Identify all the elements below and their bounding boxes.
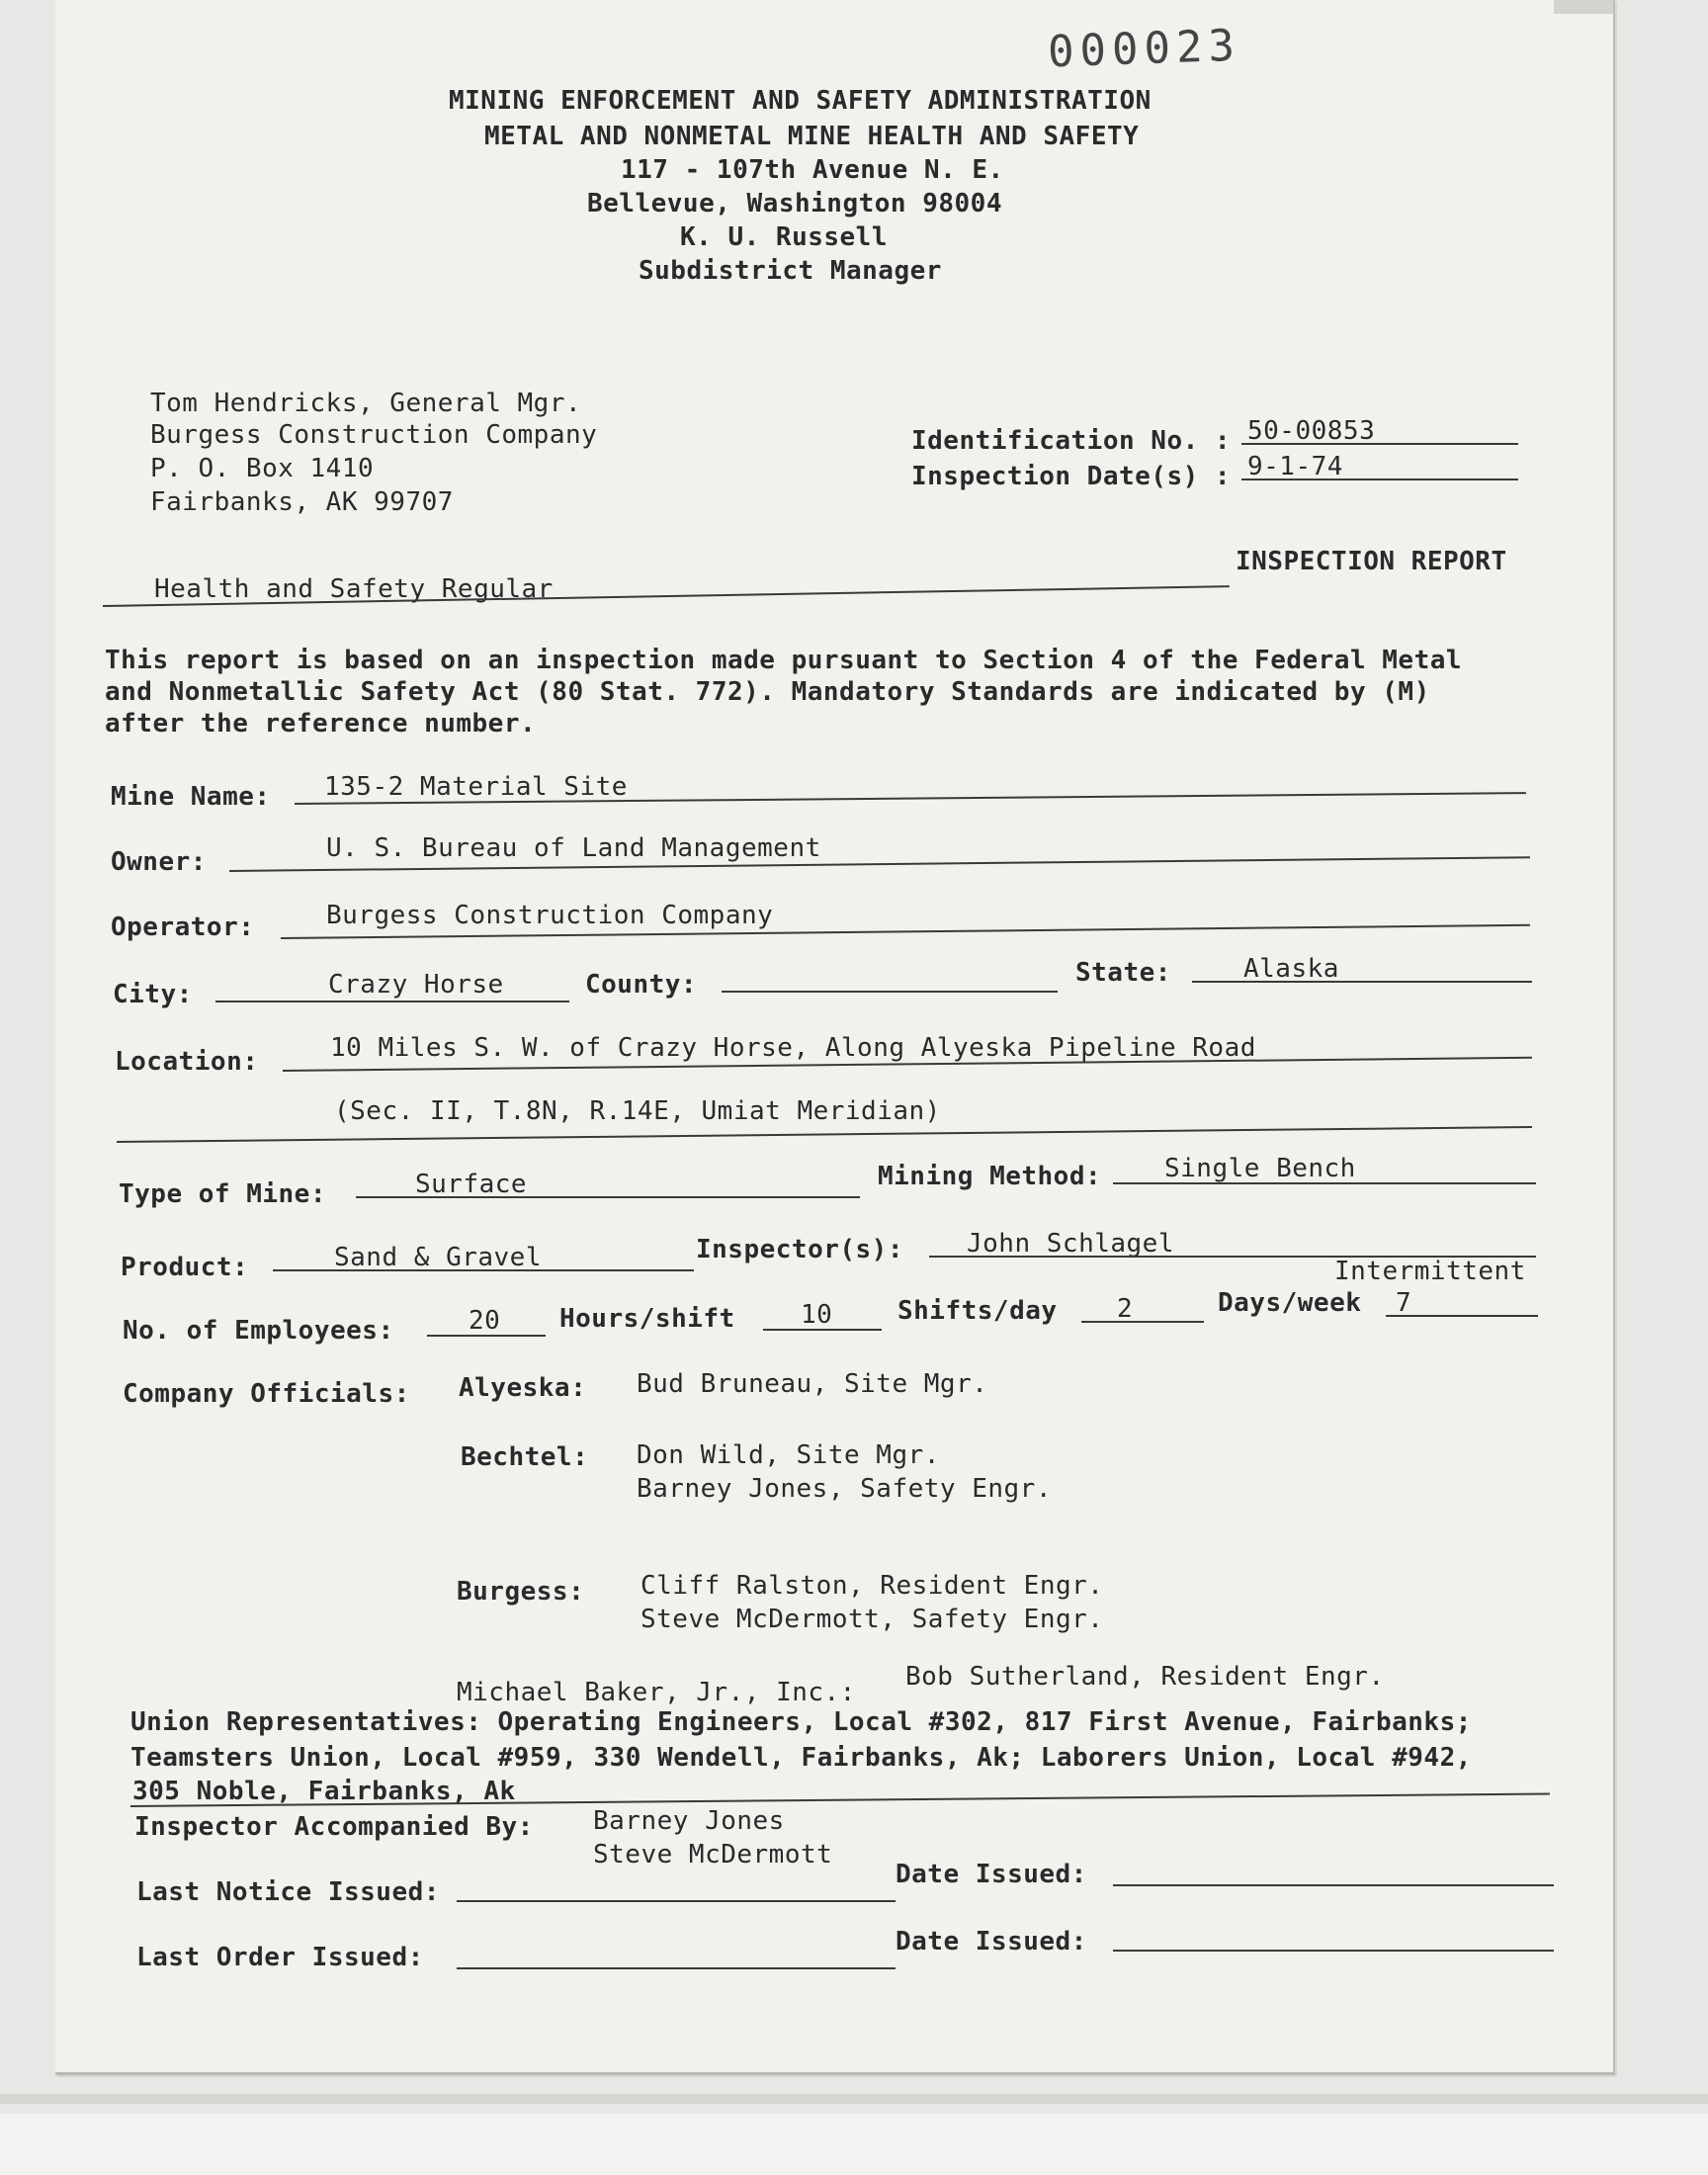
accompanied-person-1: Barney Jones [593, 1806, 785, 1836]
burgess-official-1: Cliff Ralston, Resident Engr. [640, 1571, 1104, 1601]
location-value-line-1: 10 Miles S. W. of Crazy Horse, Along Alyeska Pipeline Road [330, 1033, 1256, 1063]
city-value: Crazy Horse [328, 970, 504, 1000]
type-of-mine-underline [356, 1196, 860, 1198]
operator-label: Operator: [111, 913, 255, 942]
inspection-date-label: Inspection Date(s) : [911, 462, 1232, 491]
last-order-underline [457, 1967, 896, 1969]
header-line-4: Bellevue, Washington 98004 [587, 189, 1002, 218]
owner-value: U. S. Bureau of Land Management [326, 833, 821, 863]
scan-bottom-margin [0, 2114, 1708, 2175]
employees-label: No. of Employees: [123, 1316, 394, 1346]
inspector-label: Inspector(s): [696, 1235, 903, 1264]
header-line-1: MINING ENFORCEMENT AND SAFETY ADMINISTRATION [449, 86, 1152, 116]
bechtel-label: Bechtel: [461, 1442, 589, 1472]
bechtel-official-1: Don Wild, Site Mgr. [637, 1440, 940, 1470]
alyeska-official: Bud Bruneau, Site Mgr. [637, 1369, 988, 1399]
days-label: Days/week [1218, 1288, 1362, 1318]
state-underline [1192, 981, 1532, 983]
product-value: Sand & Gravel [334, 1243, 542, 1272]
officials-label: Company Officials: [123, 1379, 410, 1409]
days-value: 7 [1396, 1288, 1412, 1318]
page-number-stamp: 000023 [1047, 20, 1241, 78]
order-date-underline [1113, 1950, 1554, 1952]
intro-line-3: after the reference number. [105, 709, 537, 739]
addressee-line-1: Tom Hendricks, General Mgr. [150, 389, 582, 418]
baker-label: Michael Baker, Jr., Inc.: [457, 1678, 856, 1707]
burgess-official-2: Steve McDermott, Safety Engr. [640, 1605, 1104, 1634]
addressee-line-3: P. O. Box 1410 [150, 454, 375, 483]
inspection-date-underline [1241, 478, 1518, 480]
last-notice-underline [457, 1900, 896, 1902]
city-label: City: [113, 980, 193, 1009]
mining-method-label: Mining Method: [878, 1162, 1102, 1191]
type-of-mine-value: Surface [415, 1170, 528, 1199]
product-label: Product: [121, 1253, 249, 1282]
page-corner [1554, 0, 1613, 14]
identification-underline [1241, 443, 1518, 445]
mining-method-value: Single Bench [1164, 1154, 1356, 1183]
location-label: Location: [115, 1047, 259, 1077]
state-label: State: [1075, 958, 1171, 988]
hours-underline [763, 1329, 882, 1331]
last-order-label: Last Order Issued: [136, 1943, 424, 1972]
union-line-3: 305 Noble, Fairbanks, Ak [132, 1777, 516, 1806]
header-line-5: K. U. Russell [680, 222, 888, 252]
shifts-value: 2 [1117, 1294, 1134, 1324]
state-value: Alaska [1243, 954, 1339, 984]
accompanied-person-2: Steve McDermott [593, 1840, 833, 1870]
report-type-value: Health and Safety Regular [154, 574, 554, 604]
baker-official: Bob Sutherland, Resident Engr. [905, 1662, 1385, 1692]
mine-name-value: 135-2 Material Site [324, 772, 628, 802]
employees-value: 20 [469, 1306, 501, 1336]
city-underline [215, 1000, 569, 1002]
identification-value: 50-00853 [1247, 416, 1376, 446]
county-underline [722, 991, 1058, 993]
header-line-2: METAL AND NONMETAL MINE HEALTH AND SAFETY [484, 122, 1140, 151]
last-notice-label: Last Notice Issued: [136, 1877, 440, 1907]
intro-line-2: and Nonmetallic Safety Act (80 Stat. 772). Mandatory Standards are indicated by (M) [105, 677, 1430, 707]
days-underline [1386, 1315, 1538, 1317]
mining-method-underline [1113, 1182, 1536, 1184]
owner-label: Owner: [111, 847, 207, 877]
county-label: County: [585, 970, 698, 1000]
operator-value: Burgess Construction Company [326, 901, 774, 930]
hours-value: 10 [801, 1300, 833, 1330]
addressee-line-2: Burgess Construction Company [150, 420, 598, 450]
shifts-label: Shifts/day [897, 1296, 1058, 1326]
order-date-label: Date Issued: [896, 1927, 1087, 1957]
intro-line-1: This report is based on an inspection made pursuant to Section 4 of the Federal Metal [105, 646, 1463, 675]
union-line-1: Union Representatives: Operating Engineers, Local #302, 817 First Avenue, Fairbanks; [130, 1707, 1472, 1737]
alyeska-label: Alyeska: [459, 1373, 587, 1403]
header-line-3: 117 - 107th Avenue N. E. [621, 155, 1004, 185]
inspection-date-value: 9-1-74 [1247, 452, 1343, 481]
inspection-report-label: INSPECTION REPORT [1236, 547, 1507, 576]
header-line-6: Subdistrict Manager [639, 256, 942, 286]
notice-date-underline [1113, 1884, 1554, 1886]
product-underline [273, 1269, 694, 1271]
accompanied-label: Inspector Accompanied By: [134, 1812, 534, 1842]
burgess-label: Burgess: [457, 1577, 585, 1607]
bechtel-official-2: Barney Jones, Safety Engr. [637, 1474, 1052, 1504]
inspector-value: John Schlagel [967, 1229, 1174, 1259]
scan-bottom-band [0, 2094, 1708, 2104]
union-line-2: Teamsters Union, Local #959, 330 Wendell, Fairbanks, Ak; Laborers Union, Local #942, [130, 1743, 1472, 1773]
location-value-line-2: (Sec. II, T.8N, R.14E, Umiat Meridian) [334, 1096, 941, 1126]
mine-name-label: Mine Name: [111, 782, 271, 812]
days-note: Intermittent [1334, 1257, 1526, 1286]
hours-label: Hours/shift [559, 1304, 735, 1334]
shifts-underline [1081, 1321, 1204, 1323]
type-of-mine-label: Type of Mine: [119, 1179, 326, 1209]
employees-underline [427, 1335, 546, 1337]
addressee-line-4: Fairbanks, AK 99707 [150, 487, 454, 517]
notice-date-label: Date Issued: [896, 1860, 1087, 1889]
identification-label: Identification No. : [911, 426, 1232, 456]
